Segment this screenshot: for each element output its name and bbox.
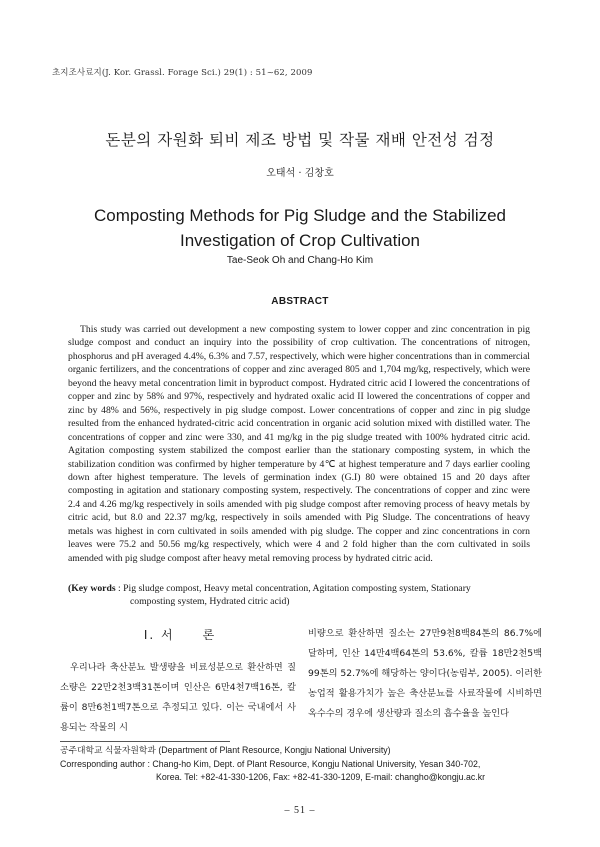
footnote-contact: Korea. Tel: +82-41-330-1206, Fax: +82-41-330-1209, E-mail: changho@kongju.ac.kr (156, 772, 486, 782)
keywords (68, 582, 538, 609)
footnote-affiliation: 공주대학교 식물자원학과 (Department of Plant Resource, Kongju National University) (60, 745, 391, 755)
keywords-label: (Key words (68, 583, 116, 594)
journal-citation: 초지조사료지(J. Kor. Grassl. Forage Sci.) 29(1) : 51~62, 2009 (52, 68, 313, 78)
footnote (60, 744, 544, 785)
english-title-line-2: Investigation of Crop Cultivation (179, 231, 421, 250)
body-column-left: 우리나라 축산분뇨 발생량을 비료성분으로 환산하면 질소량은 22만2천3백31톤이며 인산은 6만4천7백16톤, 칼륨이 8만6천1백7톤으로 추정되고 있다. 이는 국내에서 사용되는 작물의 시 (60, 662, 296, 733)
page-number: – 51 – (284, 805, 316, 816)
english-title (0, 203, 600, 253)
body-column-right: 비량으로 환산하면 질소는 27만9천8백84톤의 86.7%에 달하며, 인산 14만4백64톤의 53.6%, 칼륨 18만2천5백99톤의 52.7%에 해당하는 양이다(농림부, 2005). 이러한 농업적 활용가치가 높은 축산분뇨를 사료작물에 시비하면 옥수수의 경우에 생산량과 질소의 흡수율을 높인다 (308, 628, 542, 719)
korean-authors: 오태석 · 김창호 (266, 168, 334, 179)
footnote-corresponding-author: Corresponding author : Chang-ho Kim, Dept. of Plant Resource, Kongju National University, Yesan 340-702, (60, 758, 481, 769)
english-authors: Tae-Seok Oh and Chang-Ho Kim (226, 255, 374, 266)
keywords-line-2: composting system, Hydrated citric acid) (130, 596, 290, 608)
section-title-introduction: Ⅰ. 서 론 (143, 628, 217, 642)
abstract-heading: ABSTRACT (271, 296, 329, 307)
korean-title: 돈분의 자원화 퇴비 제조 방법 및 작물 재배 안전성 검정 (105, 131, 495, 149)
footnote-divider (60, 741, 230, 742)
abstract-body: This study was carried out development a new composting system to lower copper and zinc concentration in pig sludge compost and conduct an inquiry into the possibility of crop cultivation. The concentrations of nitrogen, phosphorus and pH averaged 4.4%, 6.3% and 7.57, respectively, which were higher concentrations than in commercial organic fertilizers, and the concentrations of copper and zinc averaged 805 and 1,704 mg/kg, respectively, which were beyond the heavy metal concentration limit in byproduct compost. Hydrated citric acid I lowered the concentrations of copper and zinc by 58% and 97%, respectively and hydrated oxalic acid II lowered the concentrations of copper and zinc by 48% and 56%, respectively in pig sludge compost. Lower concentrations of copper and zinc in pig sludge resulted from the enhanced hydrated-citric acid concentration in organic acid solution mixed with distilled water. The concentrations of copper and zinc were 330, and 41 mg/kg in the pig sludge treated with 100% hydrated citric acid. Agitation composting system stabilized the compost earlier than the stationary composting system, in which the stabilization condition was confirmed by higher temperature by 4℃ at highest temperature and 7 days earlier cooling down after highest temperature. The levels of germination index (G.I) 80 were obtained 15 and 20 days after composting in agitation and stationary composting system, respectively. The concentrations of copper and zinc were 2.4 and 4.26 mg/kg respectively in soils amended with pig sludge compost after removing process of heavy metals by citric acid, but 8.0 and 22.37 mg/kg, respectively in soils amended with Pig Sludge. The concentrations of heavy metals was highest in corn cultivated in soils amended with pig sludge. The copper and zinc concentrations in corn leaves were 75.2 and 50.56 mg/kg respectively, which were 4 and 2 fold higher than the corn cultivated in soils amended with pig sludge compost after heavy metal removing process by hydrated citric acid. (68, 324, 530, 564)
keywords-line-1: : Pig sludge compost, Heavy metal concentration, Agitation composting system, Stationary (118, 583, 471, 594)
english-title-line-1: Composting Methods for Pig Sludge and the Stabilized (93, 206, 507, 225)
